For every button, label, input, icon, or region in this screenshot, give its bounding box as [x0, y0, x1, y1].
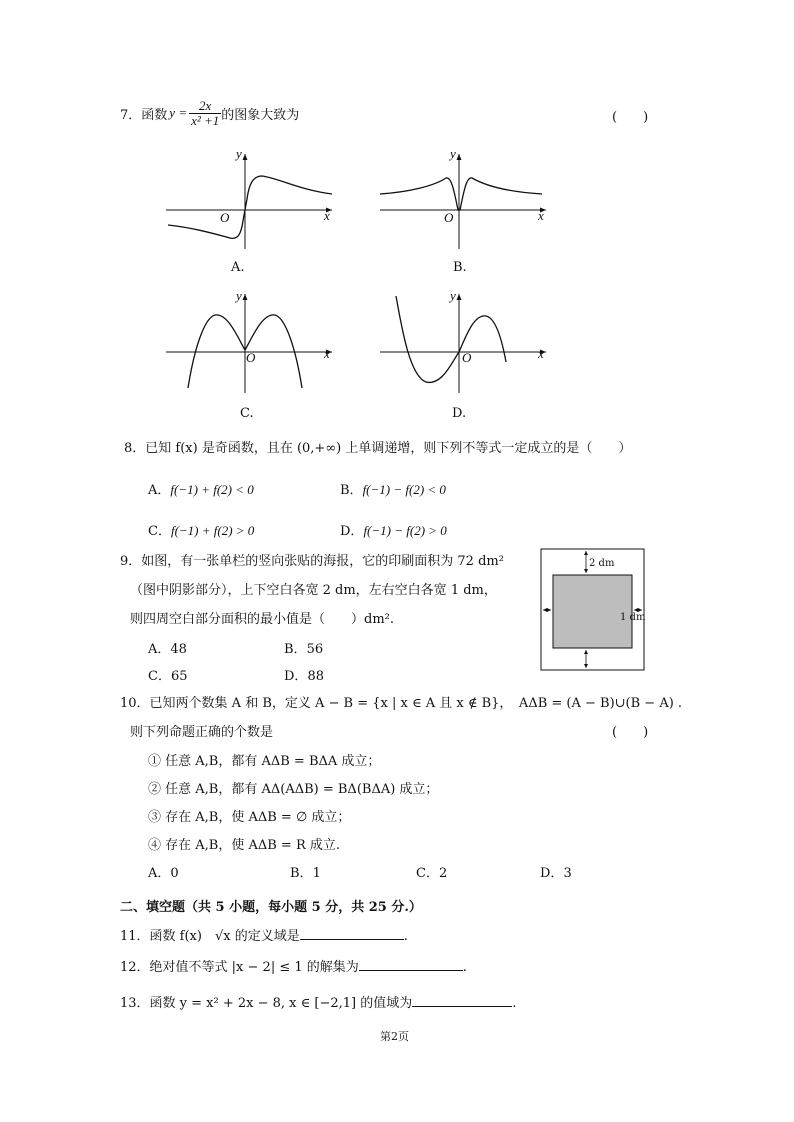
q8-option-b-text: f(−1) − f(2) < 0 [362, 482, 446, 497]
q8-stem: 8．已知 f(x) 是奇函数，且在 (0,+∞) 上单调递增，则下列不等式一定成立的是（ ） [124, 441, 632, 456]
q7-graph-c-y-label: y [236, 288, 242, 303]
q9-option-d [284, 665, 324, 684]
q7-option-c-label: C. [240, 406, 254, 421]
q9-option-b-text: 56 [306, 642, 324, 657]
q9-line-1: 9．如图，有一张单栏的竖向张贴的海报，它的印刷面积为 72 dm² [120, 554, 504, 569]
q10-option-c [416, 862, 447, 881]
q9-option-a-label: A． [148, 642, 171, 657]
q7-denominator: x² +1 [191, 112, 220, 128]
q12-prefix: 12．绝对值不等式 |x − 2| ≤ 1 的解集为 [120, 960, 359, 975]
q8-option-a-label: A． [148, 483, 171, 498]
q8-option-b-label: B． [340, 483, 363, 498]
q7-stem [120, 96, 299, 130]
q7-graph-c-x-label: x [324, 346, 330, 361]
q11-prefix: 11．函数 f(x) √x 的定义域是 [120, 929, 300, 944]
q8-option-b [340, 479, 446, 498]
q7-answer-bracket: ( ) [612, 110, 649, 125]
q8-option-c-label: C． [148, 524, 171, 539]
q7-graph-c-origin: O [246, 350, 256, 365]
q10-statement-2: ② 任意 A,B，都有 AΔ(AΔB) = BΔ(BΔA) 成立； [148, 782, 439, 797]
q7-graph-a-x-label: x [324, 208, 330, 223]
q9-option-c [148, 665, 188, 684]
q7-number: 7． [120, 107, 142, 123]
q10-option-d-label: D． [540, 866, 564, 881]
q9-option-b-label: B． [284, 642, 307, 657]
q7-graph-b [374, 146, 554, 251]
q9-option-a [148, 638, 187, 657]
q10-statement-3: ③ 存在 A,B，使 AΔB = ∅ 成立； [148, 810, 351, 825]
q7-graph-a-origin: O [220, 210, 230, 225]
q7-option-a-label: A. [231, 260, 245, 275]
q9-option-b [284, 638, 323, 657]
q10-option-b-text: 1 [312, 866, 321, 881]
q10-option-b [290, 862, 321, 881]
q9-option-c-label: C． [148, 669, 171, 684]
q7-graph-a-y-label: y [236, 146, 242, 161]
q9-line-3: 则四周空白部分面积的最小值是（ ）dm². [130, 612, 394, 627]
q8-option-d-text: f(−1) − f(2) > 0 [363, 523, 447, 538]
q9-figure-side-label: 1 dm [620, 612, 646, 623]
q7-graph-c [160, 290, 340, 395]
q7-stem-prefix: 函数 [141, 107, 168, 123]
q11-answer-blank[interactable] [300, 927, 404, 940]
q7-formula-lhs: y = [169, 105, 188, 120]
q7-graph-d-y-label: y [450, 288, 456, 303]
q13-prefix: 13．函数 y = x² + 2x − 8, x ∈ [−2,1] 的值域为 [120, 996, 413, 1011]
q10-option-b-label: B． [290, 866, 313, 881]
q7-option-d-label: D. [452, 406, 467, 421]
q10-option-d [540, 862, 572, 881]
q8-option-a [148, 479, 254, 498]
q7-option-b-label: B. [453, 260, 467, 275]
q9-option-a-text: 48 [170, 642, 187, 657]
page-number: 第2页 [380, 1030, 409, 1043]
q7-fraction [189, 99, 221, 127]
q8-option-d-label: D． [340, 524, 364, 539]
q9-option-d-text: 88 [307, 669, 324, 684]
q9-figure-top-label: 2 dm [589, 558, 615, 569]
q7-stem-suffix: 的图象大致为 [221, 107, 300, 123]
q9-option-c-text: 65 [170, 669, 188, 684]
q7-graph-d-origin: O [462, 350, 472, 365]
q7-graph-b-x-label: x [538, 208, 544, 223]
q8-option-c-text: f(−1) + f(2) > 0 [170, 523, 255, 538]
q13-answer-blank[interactable] [412, 994, 512, 1007]
q8-option-d [340, 520, 447, 539]
q7-numerator: 2x [189, 99, 221, 114]
q8-option-c [148, 520, 254, 539]
q10-option-d-text: 3 [563, 866, 572, 881]
q10-option-a-label: A． [148, 866, 171, 881]
q10-line-2: 则下列命题正确的个数是 [130, 725, 274, 740]
q13 [120, 992, 516, 1011]
q10-statement-1: ① 任意 A,B，都有 AΔB = BΔA 成立； [148, 754, 381, 769]
q13-suffix: . [512, 996, 517, 1011]
q9-line-2: （图中阴影部分），上下空白各宽 2 dm，左右空白各宽 1 dm， [130, 583, 497, 598]
q7-graph-d-x-label: x [538, 346, 544, 361]
q10-option-a [148, 862, 179, 881]
q7-graph-b-origin: O [444, 210, 454, 225]
q11-suffix: . [403, 929, 408, 944]
q10-option-a-text: 0 [170, 866, 179, 881]
q7-graph-d [374, 290, 554, 395]
q7-graph-a [160, 146, 340, 251]
q10-option-c-text: 2 [438, 866, 448, 881]
q8-option-a-text: f(−1) + f(2) < 0 [170, 482, 254, 497]
q10-line-1: 10．已知两个数集 A 和 B，定义 A − B = {x | x ∈ A 且 x ∉ B}， AΔB = (A − B)∪(B − A) . [120, 696, 683, 711]
q11 [120, 925, 408, 944]
q10-option-c-label: C． [416, 866, 439, 881]
q9-option-d-label: D． [284, 669, 308, 684]
q12-answer-blank[interactable] [359, 958, 463, 971]
q10-answer-bracket: ( ) [612, 725, 649, 740]
q12 [120, 956, 467, 975]
q10-statement-4: ④ 存在 A,B，使 AΔB = R 成立. [148, 838, 341, 853]
section-2-heading: 二、填空题（共 5 小题，每小题 5 分，共 25 分.） [120, 900, 422, 915]
q7-graph-b-y-label: y [450, 146, 456, 161]
q12-suffix: . [462, 960, 467, 975]
